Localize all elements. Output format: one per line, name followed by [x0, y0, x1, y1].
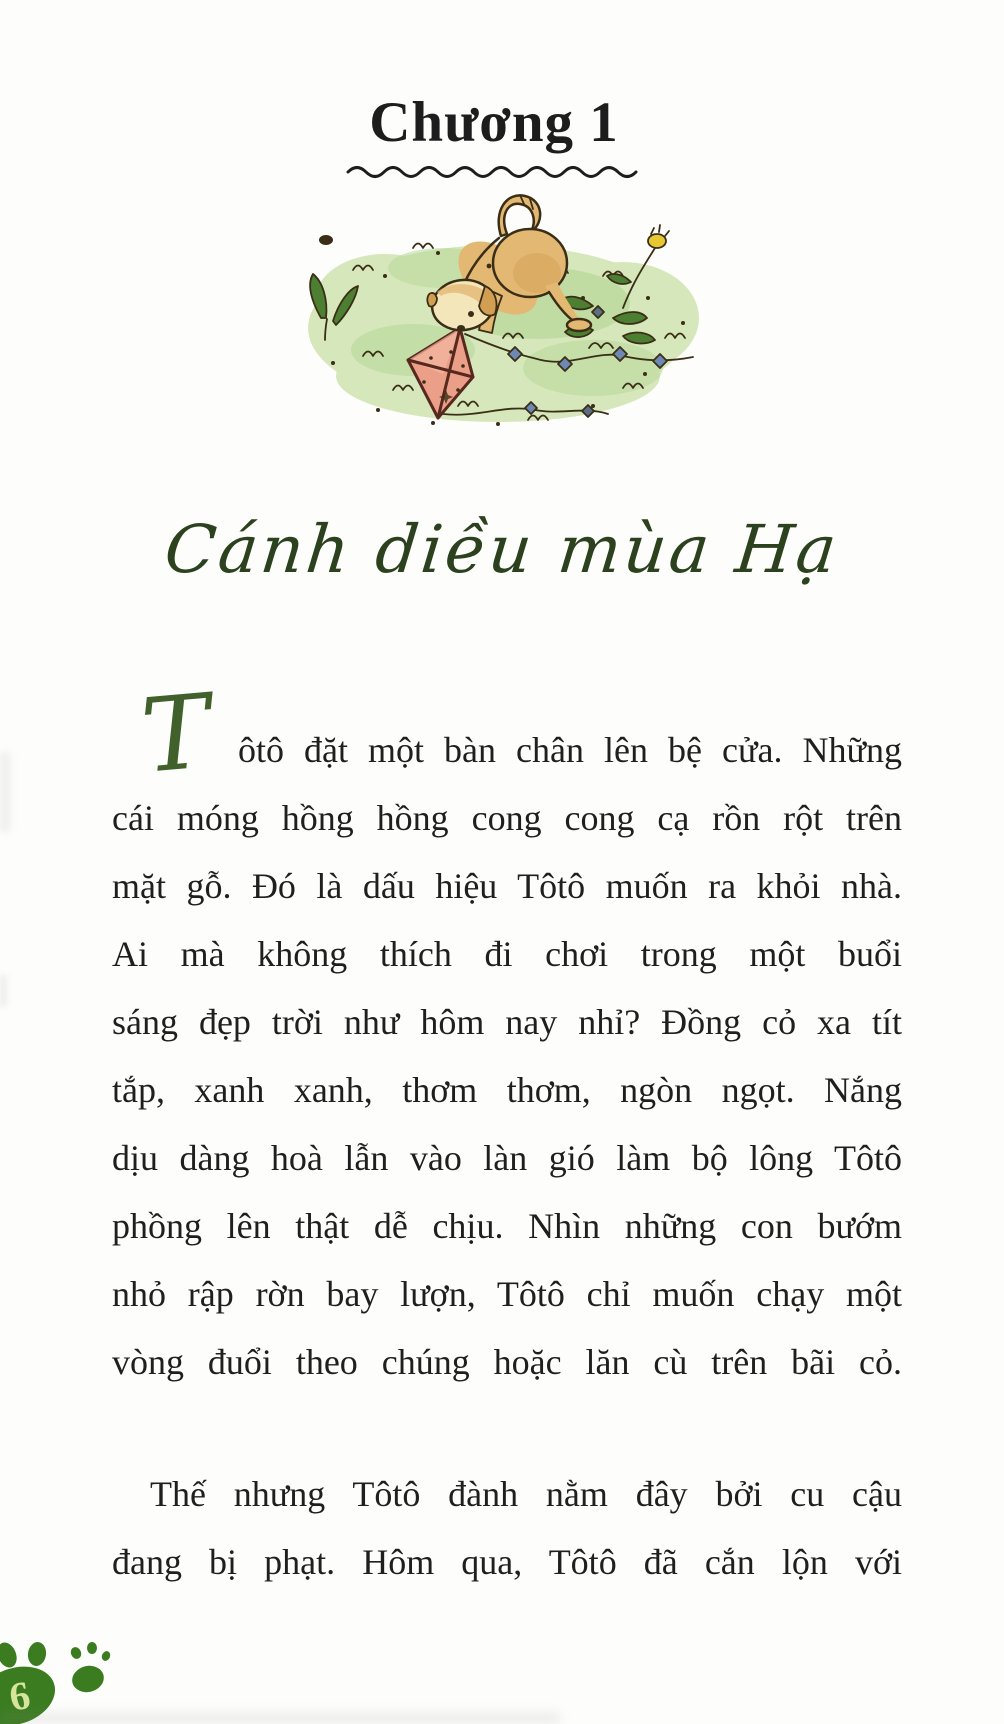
text-line: nhỏ rập rờn bay lượn, Tôtô chỉ muốn chạy một	[112, 1274, 902, 1314]
page-number: 6	[5, 1671, 34, 1720]
scan-smudge	[0, 975, 7, 1007]
story-title: Cánh diều mùa Hạ	[161, 511, 843, 588]
text-line: sáng đẹp trời như hôm nay nhỉ? Đồng cỏ xa tít	[112, 1002, 902, 1042]
scan-smudge	[0, 752, 10, 832]
chapter-heading: Chương 1	[369, 91, 619, 154]
text-line: tắp, xanh xanh, thơm thơm, ngòn ngọt. Nắng	[112, 1070, 902, 1110]
small-paw-icon	[69, 1642, 112, 1695]
text-line: Thế nhưng Tôtô đành nằm đây bởi cu cậu	[150, 1474, 902, 1514]
chapter-heading-block	[94, 88, 894, 180]
text-line: phồng lên thật dễ chịu. Nhìn những con bướm	[112, 1206, 902, 1246]
page-number-paws	[0, 1630, 130, 1724]
dog-kite-illustration	[293, 178, 713, 428]
text-line: cái móng hồng hồng cong cong cạ rồn rột trên	[112, 798, 902, 838]
text-line: dịu dàng hoà lẫn vào làn gió làm bộ lông Tôtô	[112, 1138, 902, 1178]
text-line: đang bị phạt. Hôm qua, Tôtô đã cắn lộn với	[112, 1542, 902, 1582]
text-line: vòng đuổi theo chúng hoặc lăn cù trên bãi cỏ.	[112, 1342, 902, 1382]
scan-smudge	[0, 1712, 560, 1724]
paragraph-2	[112, 1460, 902, 1596]
text-line: ôtô đặt một bàn chân lên bệ cửa. Những	[238, 730, 902, 770]
wavy-underline	[344, 160, 644, 180]
text-line: mặt gỗ. Đó là dấu hiệu Tôtô muốn ra khỏi nhà.	[112, 866, 902, 906]
text-line: Ai mà không thích đi chơi trong một buổi	[112, 934, 902, 974]
paragraph-1	[112, 672, 902, 1396]
dropcap-letter: T	[136, 672, 216, 797]
